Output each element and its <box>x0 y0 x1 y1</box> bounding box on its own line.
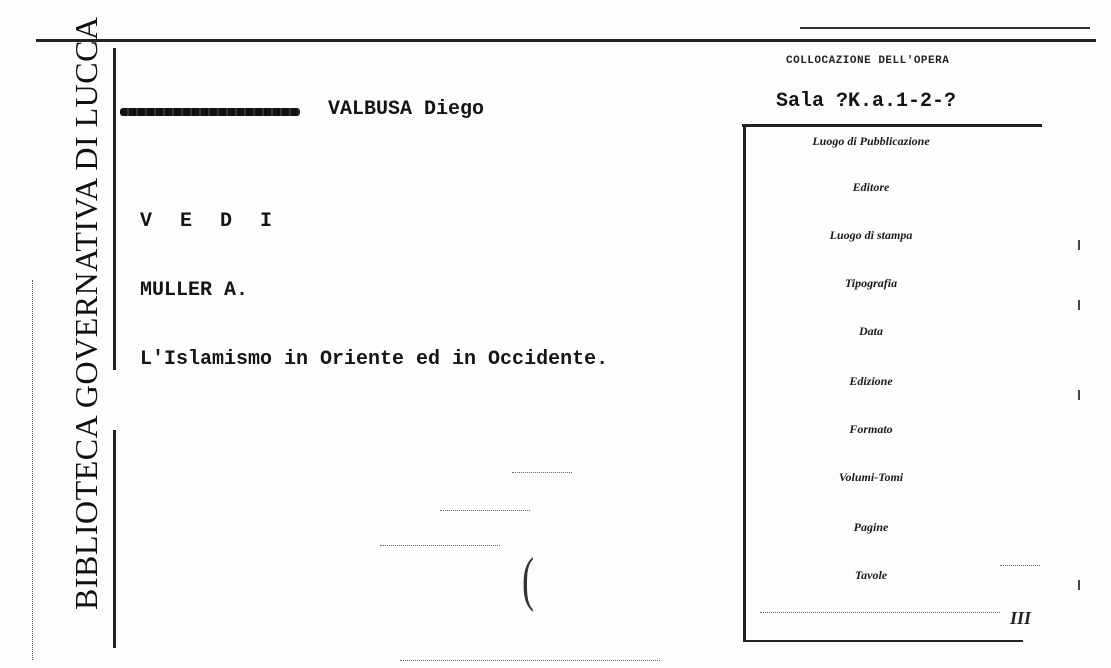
work-title: L'Islamismo in Oriente ed in Occidente. <box>140 348 609 371</box>
dotted-mark <box>1000 565 1040 566</box>
see-label: V E D I <box>140 210 281 233</box>
field-data: Data <box>859 324 883 338</box>
top-rule <box>36 39 1096 42</box>
struck-out-text <box>120 100 300 122</box>
left-rule-gap <box>112 370 117 430</box>
field-tipografia: Tipografia <box>844 276 898 290</box>
dotted-mark <box>760 612 1000 613</box>
author-name: MULLER A. <box>140 279 249 302</box>
top-rule-secondary <box>800 27 1090 29</box>
field-editore: Editore <box>852 180 890 194</box>
field-pagine: Pagine <box>853 520 889 534</box>
shelfmark: Sala ?K.a.1-2-? <box>776 90 957 113</box>
dotted-mark <box>440 510 530 511</box>
pages-value: III <box>1010 608 1032 628</box>
library-name: BIBLIOTECA GOVERNATIVA DI LUCCA <box>68 16 104 610</box>
collocation-box-bottom <box>743 640 1023 642</box>
entry-name: VALBUSA Diego <box>328 98 485 121</box>
field-tavole: Tavole <box>854 568 888 582</box>
edge-tick <box>1078 240 1080 250</box>
dotted-mark <box>380 545 500 546</box>
edge-tick <box>1078 580 1080 590</box>
paren-mark: ( <box>521 546 534 612</box>
field-luogo-stampa: Luogo di stampa <box>829 228 913 242</box>
dotted-mark <box>512 472 572 473</box>
dotted-mark <box>400 660 660 661</box>
edge-tick <box>1078 300 1080 310</box>
field-edizione: Edizione <box>849 374 893 388</box>
collocation-box-top <box>742 124 1042 127</box>
collocation-header: COLLOCAZIONE DELL'OPERA <box>786 55 950 67</box>
field-volumi-tomi: Volumi-Tomi <box>838 470 904 484</box>
field-luogo-pubblicazione: Luogo di Pubblicazione <box>812 134 930 148</box>
left-rule <box>113 48 116 648</box>
edge-tick <box>1078 390 1080 400</box>
field-formato: Formato <box>849 422 893 436</box>
edge-perforation <box>32 280 34 660</box>
